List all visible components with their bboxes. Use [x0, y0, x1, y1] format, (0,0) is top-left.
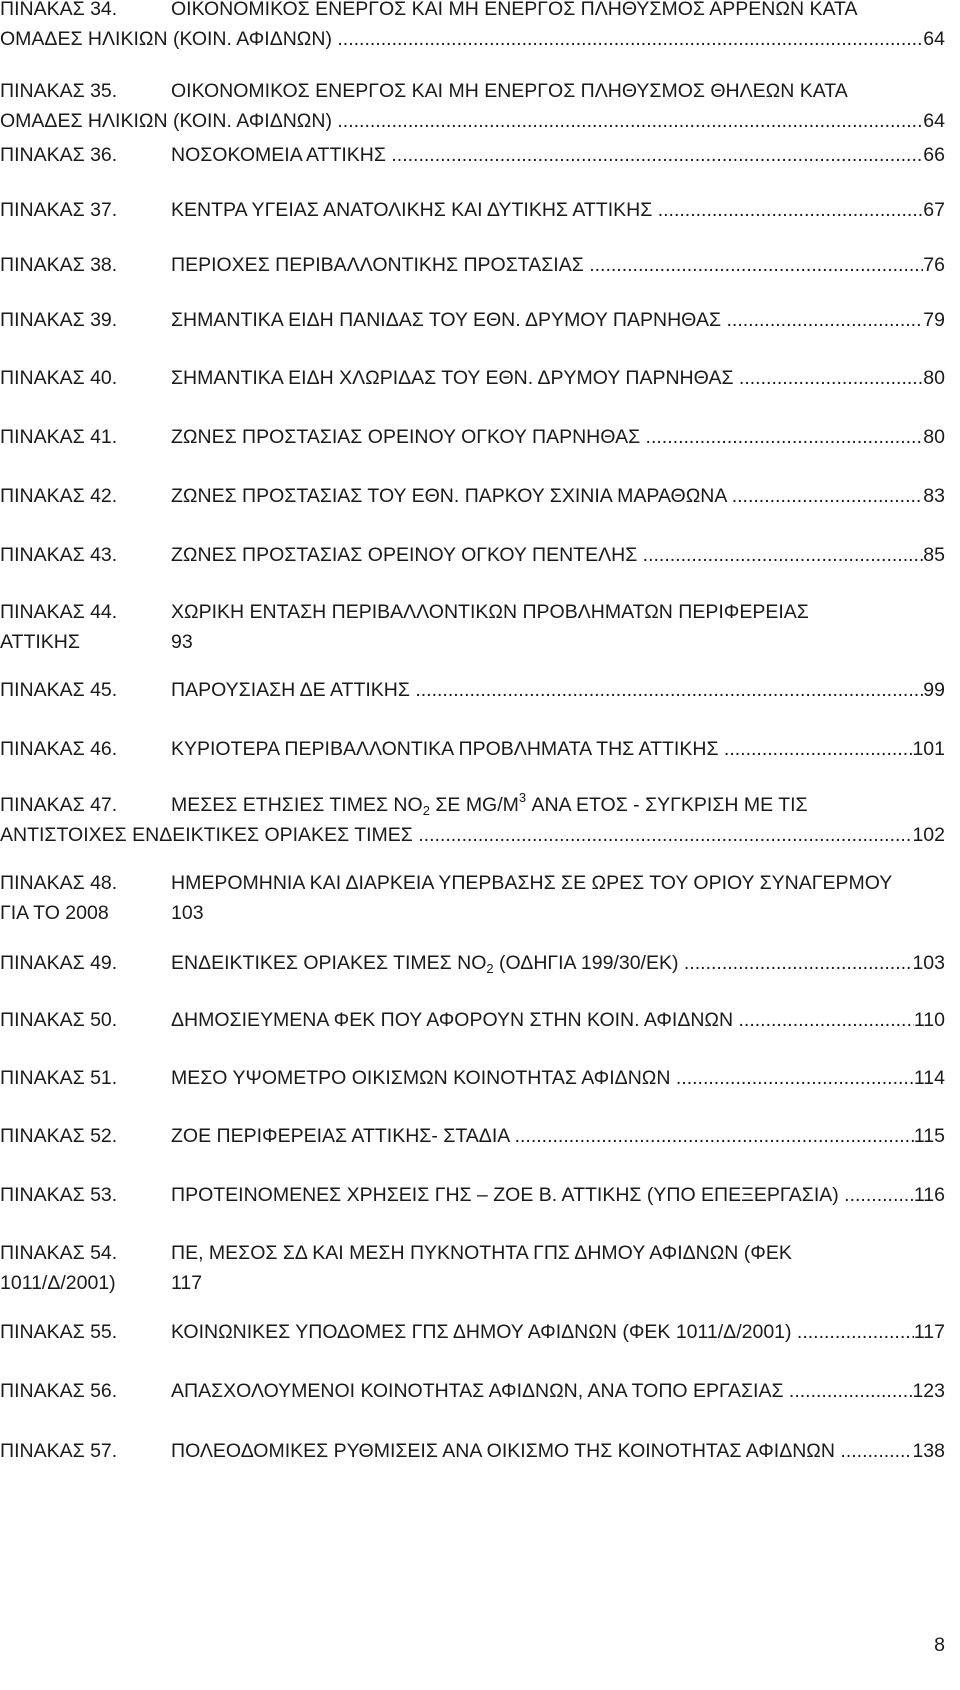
toc-entry-number: ΠΙΝΑΚΑΣ 35.: [0, 80, 118, 102]
toc-entry-page: 115: [913, 1125, 945, 1147]
toc-entry-number: ΠΙΝΑΚΑΣ 57.: [0, 1440, 118, 1462]
toc-entry-number: ΠΙΝΑΚΑΣ 56.: [0, 1380, 118, 1402]
toc-entry-number: ΠΙΝΑΚΑΣ 52.: [0, 1125, 118, 1147]
toc-entry-page: 83: [923, 485, 945, 507]
toc-entry-title-continued: ΑΤΤΙΚΗΣ: [0, 631, 80, 653]
toc-entry-title: ΚΟΙΝΩΝΙΚΕΣ ΥΠΟΔΟΜΕΣ ΓΠΣ ΔΗΜΟΥ ΑΦΙΔΝΩΝ (ΦΕΚ 1011/Δ/2001) .....: [171, 1317, 914, 1347]
toc-entry-41[interactable]: [0, 422, 945, 452]
toc-entry-44[interactable]: [0, 597, 945, 657]
toc-entry-title-continued: 1011/Δ/2001): [0, 1272, 116, 1294]
toc-entry-number: ΠΙΝΑΚΑΣ 43.: [0, 544, 118, 566]
toc-entry-46[interactable]: [0, 734, 945, 764]
toc-entry-50[interactable]: [0, 1005, 945, 1035]
toc-entry-page: 103: [171, 902, 204, 924]
toc-entry-page: 114: [913, 1067, 945, 1089]
toc-entry-title: ΣΗΜΑΝΤΙΚΑ ΕΙΔΗ ΧΛΩΡΙΔΑΣ ΤΟΥ ΕΘΝ. ΔΡΥΜΟΥ ΠΑΡΝΗΘΑΣ .....: [171, 363, 923, 393]
toc-entry-42[interactable]: [0, 481, 945, 511]
toc-entry-title: ΠΕ, ΜΕΣΟΣ ΣΔ ΚΑΙ ΜΕΣΗ ΠΥΚΝΟΤΗΤΑ ΓΠΣ ΔΗΜΟΥ ΑΦΙΔΝΩΝ (ΦΕΚ: [171, 1242, 792, 1264]
toc-entry-number: ΠΙΝΑΚΑΣ 51.: [0, 1067, 118, 1089]
toc-entry-54[interactable]: [0, 1238, 945, 1298]
toc-entry-36[interactable]: [0, 140, 945, 170]
toc-entry-title: ΕΝΔΕΙΚΤΙΚΕΣ ΟΡΙΑΚΕΣ ΤΙΜΕΣ $NO_2$ (ΟΔΗΓΙΑ 199/30/ΕΚ) .....: [171, 948, 912, 980]
toc-entry-page: 80: [923, 367, 945, 389]
toc-entry-51[interactable]: [0, 1063, 945, 1093]
toc-entry-page: 123: [912, 1380, 945, 1402]
toc-entry-title: ΔΗΜΟΣΙΕΥΜΕΝΑ ΦΕΚ ΠΟΥ ΑΦΟΡΟΥΝ ΣΤΗΝ ΚΟΙΝ. ΑΦΙΔΝΩΝ .....: [171, 1005, 914, 1035]
toc-entry-title: ΠΟΛΕΟΔΟΜΙΚΕΣ ΡΥΘΜΙΣΕΙΣ ΑΝΑ ΟΙΚΙΣΜΟ ΤΗΣ ΚΟΙΝΟΤΗΤΑΣ ΑΦΙΔΝΩΝ .....: [171, 1436, 912, 1466]
toc-entry-title: ΑΠΑΣΧΟΛΟΥΜΕΝΟΙ ΚΟΙΝΟΤΗΤΑΣ ΑΦΙΔΝΩΝ, ΑΝΑ ΤΟΠΟ ΕΡΓΑΣΙΑΣ .....: [171, 1376, 912, 1406]
toc-entry-number: ΠΙΝΑΚΑΣ 41.: [0, 426, 118, 448]
toc-entry-page: 76: [923, 254, 945, 276]
toc-entry-title-continued: ΟΜΑΔΕΣ ΗΛΙΚΙΩΝ (ΚΟΙΝ. ΑΦΙΔΝΩΝ) .....: [0, 24, 923, 54]
toc-entry-number: ΠΙΝΑΚΑΣ 48.: [0, 872, 118, 894]
toc-entry-40[interactable]: [0, 363, 945, 393]
toc-entry-page: 116: [913, 1184, 945, 1206]
toc-entry-38[interactable]: [0, 250, 945, 280]
toc-entry-title: ΠΑΡΟΥΣΙΑΣΗ ΔΕ ΑΤΤΙΚΗΣ .....: [171, 675, 923, 705]
toc-entry-number: ΠΙΝΑΚΑΣ 34.: [0, 0, 118, 20]
toc-entry-number: ΠΙΝΑΚΑΣ 44.: [0, 601, 118, 623]
toc-entry-page: 79: [923, 309, 945, 331]
toc-entry-title-continued: ΓΙΑ ΤΟ 2008: [0, 902, 109, 924]
toc-entry-title: ΜΕΣΟ ΥΨΟΜΕΤΡΟ ΟΙΚΙΣΜΩΝ ΚΟΙΝΟΤΗΤΑΣ ΑΦΙΔΝΩΝ .....: [171, 1063, 914, 1093]
toc-entry-page: 117: [913, 1321, 945, 1343]
toc-entry-56[interactable]: [0, 1376, 945, 1406]
toc-entry-page: 102: [912, 824, 945, 846]
toc-entry-title: ΗΜΕΡΟΜΗΝΙΑ ΚΑΙ ΔΙΑΡΚΕΙΑ ΥΠΕΡΒΑΣΗΣ ΣΕ ΩΡΕΣ ΤΟΥ ΟΡΙΟΥ ΣΥΝΑΓΕΡΜΟΥ: [171, 872, 893, 894]
toc-entry-number: ΠΙΝΑΚΑΣ 38.: [0, 254, 118, 276]
toc-entry-number: ΠΙΝΑΚΑΣ 45.: [0, 679, 118, 701]
toc-entry-title: ΖΟΕ ΠΕΡΙΦΕΡΕΙΑΣ ΑΤΤΙΚΗΣ- ΣΤΑΔΙΑ .....: [171, 1121, 914, 1151]
toc-entry-47[interactable]: [0, 790, 945, 850]
toc-entry-number: ΠΙΝΑΚΑΣ 54.: [0, 1242, 118, 1264]
toc-entry-title: ΝΟΣΟΚΟΜΕΙΑ ΑΤΤΙΚΗΣ .....: [171, 140, 923, 170]
toc-entry-number: ΠΙΝΑΚΑΣ 36.: [0, 144, 118, 166]
toc-entry-43[interactable]: [0, 540, 945, 570]
toc-entry-number: ΠΙΝΑΚΑΣ 50.: [0, 1009, 118, 1031]
toc-entry-number: ΠΙΝΑΚΑΣ 37.: [0, 199, 118, 221]
toc-entry-52[interactable]: [0, 1121, 945, 1151]
toc-entry-title: ΠΕΡΙΟΧΕΣ ΠΕΡΙΒΑΛΛΟΝΤΙΚΗΣ ΠΡΟΣΤΑΣΙΑΣ .....: [171, 250, 923, 280]
toc-entry-title: ΜΕΣΕΣ ΕΤΗΣΙΕΣ ΤΙΜΕΣ $NO_2$ ΣΕ $MG/M^3$ ΑΝΑ ΕΤΟΣ - ΣΥΓΚΡΙΣΗ ΜΕ ΤΙΣ: [171, 790, 808, 818]
toc-entry-title: ΟΙΚΟΝΟΜΙΚΟΣ ΕΝΕΡΓΟΣ ΚΑΙ ΜΗ ΕΝΕΡΓΟΣ ΠΛΗΘΥΣΜΟΣ ΑΡΡΕΝΩΝ ΚΑΤΑ: [171, 0, 858, 20]
toc-entry-title: ΠΡΟΤΕΙΝΟΜΕΝΕΣ ΧΡΗΣΕΙΣ ΓΗΣ – ΖΟΕ Β. ΑΤΤΙΚΗΣ (ΥΠΟ ΕΠΕΞΕΡΓΑΣΙΑ) .....: [171, 1180, 914, 1210]
toc-entry-page: 85: [923, 544, 945, 566]
toc-entry-title: ΖΩΝΕΣ ΠΡΟΣΤΑΣΙΑΣ ΟΡΕΙΝΟΥ ΟΓΚΟΥ ΠΑΡΝΗΘΑΣ .....: [171, 422, 923, 452]
toc-entry-page: 66: [923, 144, 945, 166]
toc-entry-title: ΖΩΝΕΣ ΠΡΟΣΤΑΣΙΑΣ ΤΟΥ ΕΘΝ. ΠΑΡΚΟΥ ΣΧΙΝΙΑ ΜΑΡΑΘΩΝΑ .....: [171, 481, 923, 511]
toc-entry-page: 103: [912, 952, 945, 974]
toc-entry-37[interactable]: [0, 195, 945, 225]
toc-entry-number: ΠΙΝΑΚΑΣ 42.: [0, 485, 118, 507]
toc-entry-page: 64: [923, 28, 945, 50]
toc-entry-page: 99: [923, 679, 945, 701]
toc-entry-number: ΠΙΝΑΚΑΣ 49.: [0, 952, 118, 974]
toc-entry-48[interactable]: [0, 868, 945, 928]
toc-entry-title: ΣΗΜΑΝΤΙΚΑ ΕΙΔΗ ΠΑΝΙΔΑΣ ΤΟΥ ΕΘΝ. ΔΡΥΜΟΥ ΠΑΡΝΗΘΑΣ .....: [171, 305, 923, 335]
toc-entry-page: 64: [923, 110, 945, 132]
toc-entry-page: 117: [171, 1272, 203, 1294]
toc-entry-39[interactable]: [0, 305, 945, 335]
toc-entry-title-continued: ΑΝΤΙΣΤΟΙΧΕΣ ΕΝΔΕΙΚΤΙΚΕΣ ΟΡΙΑΚΕΣ ΤΙΜΕΣ .....: [0, 820, 912, 850]
toc-entry-35[interactable]: [0, 76, 945, 136]
toc-entry-45[interactable]: [0, 675, 945, 705]
toc-entry-number: ΠΙΝΑΚΑΣ 46.: [0, 738, 118, 760]
page-number: 8: [934, 1634, 945, 1656]
toc-entry-title-continued: ΟΜΑΔΕΣ ΗΛΙΚΙΩΝ (ΚΟΙΝ. ΑΦΙΔΝΩΝ) .....: [0, 106, 923, 136]
toc-entry-55[interactable]: [0, 1317, 945, 1347]
toc-entry-page: 67: [923, 199, 945, 221]
toc-entry-34[interactable]: [0, 0, 945, 54]
toc-entry-53[interactable]: [0, 1180, 945, 1210]
toc-entry-page: 80: [923, 426, 945, 448]
toc-entry-title: ΖΩΝΕΣ ΠΡΟΣΤΑΣΙΑΣ ΟΡΕΙΝΟΥ ΟΓΚΟΥ ΠΕΝΤΕΛΗΣ .....: [171, 540, 923, 570]
toc-entry-49[interactable]: [0, 948, 945, 978]
toc-entry-number: ΠΙΝΑΚΑΣ 47.: [0, 794, 118, 816]
toc-entry-title: ΟΙΚΟΝΟΜΙΚΟΣ ΕΝΕΡΓΟΣ ΚΑΙ ΜΗ ΕΝΕΡΓΟΣ ΠΛΗΘΥΣΜΟΣ ΘΗΛΕΩΝ ΚΑΤΑ: [171, 80, 848, 102]
toc-entry-number: ΠΙΝΑΚΑΣ 39.: [0, 309, 118, 331]
toc-entry-57[interactable]: [0, 1436, 945, 1466]
toc-entry-page: 110: [913, 1009, 945, 1031]
toc-entry-number: ΠΙΝΑΚΑΣ 40.: [0, 367, 118, 389]
toc-entry-title: ΚΥΡΙΟΤΕΡΑ ΠΕΡΙΒΑΛΛΟΝΤΙΚΑ ΠΡΟΒΛΗΜΑΤΑ ΤΗΣ ΑΤΤΙΚΗΣ .....: [171, 734, 912, 764]
toc-entry-page: 101: [912, 738, 945, 760]
toc-entry-page: 138: [912, 1440, 945, 1462]
toc-entry-number: ΠΙΝΑΚΑΣ 53.: [0, 1184, 118, 1206]
toc-entry-title: ΧΩΡΙΚΗ ΕΝΤΑΣΗ ΠΕΡΙΒΑΛΛΟΝΤΙΚΩΝ ΠΡΟΒΛΗΜΑΤΩΝ ΠΕΡΙΦΕΡΕΙΑΣ: [171, 601, 809, 623]
toc-entry-number: ΠΙΝΑΚΑΣ 55.: [0, 1321, 118, 1343]
toc-entry-page: 93: [171, 631, 193, 653]
toc-entry-title: ΚΕΝΤΡΑ ΥΓΕΙΑΣ ΑΝΑΤΟΛΙΚΗΣ ΚΑΙ ΔΥΤΙΚΗΣ ΑΤΤΙΚΗΣ .....: [171, 195, 923, 225]
